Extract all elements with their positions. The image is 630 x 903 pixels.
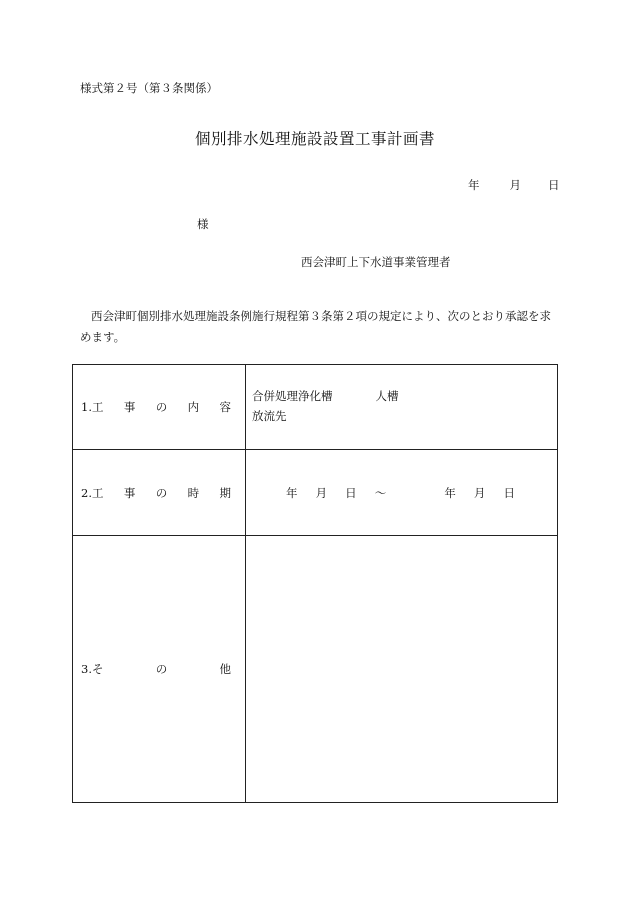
value-other[interactable] <box>246 536 558 803</box>
septic-tank-label: 合併処理浄化槽 <box>252 389 333 403</box>
range-tilde: 〜 <box>374 485 387 500</box>
table-row-period <box>73 450 558 536</box>
start-year-label: 年 <box>286 485 298 500</box>
form-number: 様式第２号（第３条関係） <box>80 81 218 95</box>
date-year-label: 年 <box>468 178 480 192</box>
end-day-label: 日 <box>503 485 515 500</box>
form-table <box>72 364 558 803</box>
value-work-period[interactable] <box>246 450 558 536</box>
date-month-label: 月 <box>509 178 521 192</box>
start-month-label: 月 <box>315 485 328 500</box>
start-day-label: 日 <box>345 485 357 500</box>
date-day-label: 日 <box>548 178 560 192</box>
table-row-other <box>73 536 558 803</box>
label-work-content: 1.工 事 の 内 容 <box>73 365 246 450</box>
discharge-destination-label: 放流先 <box>252 409 287 423</box>
person-capacity-label: 人槽 <box>375 389 399 403</box>
end-year-label: 年 <box>444 485 456 500</box>
addressee-suffix: 様 <box>197 217 209 231</box>
label-other: 3.そ の 他 <box>73 536 246 803</box>
issuer-name: 西会津町上下水道事業管理者 <box>301 255 451 269</box>
value-work-content[interactable] <box>246 365 558 450</box>
date-line <box>468 177 560 193</box>
table-row-content <box>73 365 558 450</box>
document-title: 個別排水処理施設設置工事計画書 <box>194 130 435 148</box>
end-month-label: 月 <box>473 485 486 500</box>
body-text: 西会津町個別排水処理施設条例施行規程第３条第２項の規定により、次のとおり承認を求めます。 <box>80 309 551 344</box>
label-work-period: 2.工 事 の 時 期 <box>73 450 246 536</box>
